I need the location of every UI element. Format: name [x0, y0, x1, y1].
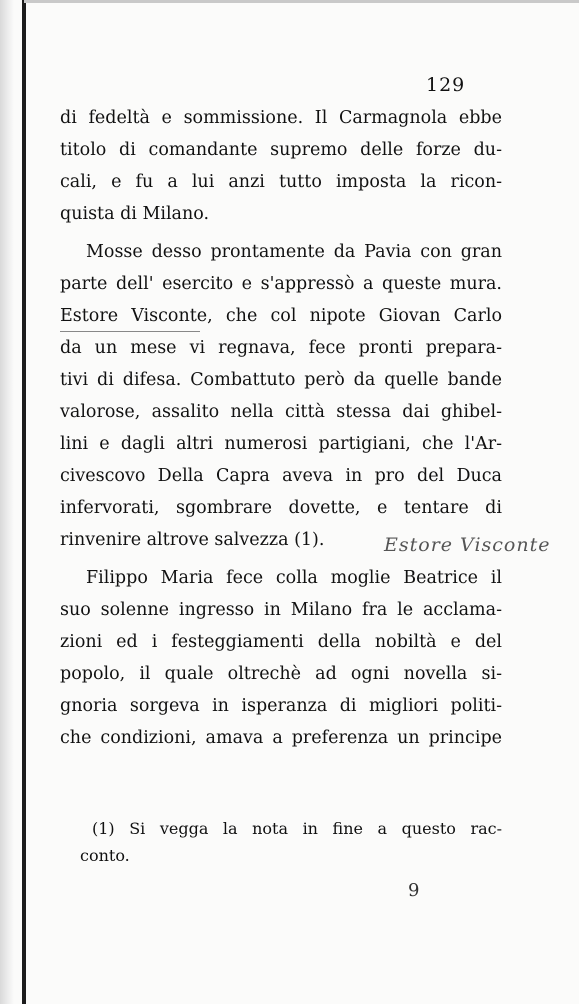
text-line: lini e dagli altri numerosi partigiani, che l'Ar-	[60, 434, 502, 454]
footnote	[80, 815, 502, 869]
text-line: titolo di comandante supremo delle forze du-	[60, 140, 502, 160]
text-line: di fedeltà e sommissione. Il Carmagnola ebbe	[60, 108, 502, 128]
text-line: da un mese vi regnava, fece pronti prepara-	[60, 338, 502, 358]
text-line: civescovo Della Capra aveva in pro del Duca	[60, 466, 502, 486]
text-line: cali, e fu a lui anzi tutto imposta la ricon-	[60, 172, 502, 192]
top-edge-line	[24, 0, 579, 3]
text-line: rinvenire altrove salvezza (1).	[60, 530, 325, 550]
text-line: valorose, assalito nella città stessa dai ghibel-	[60, 402, 502, 422]
body-text	[60, 102, 502, 760]
text-line: Estore Visconte, che col nipote Giovan Carlo	[60, 306, 502, 326]
text-line: infervorati, sgombrare dovette, e tentare di	[60, 498, 502, 518]
text-line: Mosse desso prontamente da Pavia con gran	[86, 242, 502, 262]
page-number: 129	[426, 74, 466, 96]
text-line: Filippo Maria fece colla moglie Beatrice il	[86, 568, 502, 588]
text-line: parte dell' esercito e s'appressò a queste mura.	[60, 274, 502, 294]
paragraph-3	[60, 562, 502, 754]
page-left-edge	[0, 0, 14, 1004]
text-line: zioni ed i festeggiamenti della nobiltà e del	[60, 632, 502, 652]
text-line: suo solenne ingresso in Milano fra le acclama-	[60, 600, 502, 620]
handwritten-marginal-note: Estore Visconte	[384, 534, 551, 556]
signature-mark: 9	[408, 880, 420, 901]
text-line: che condizioni, amava a preferenza un principe	[60, 728, 502, 748]
gutter-line	[22, 0, 26, 1004]
text-line: gnoria sorgeva in isperanza di migliori politi-	[60, 696, 502, 716]
text-line: tivi di difesa. Combattuto però da quelle bande	[60, 370, 502, 390]
text-line: quista di Milano.	[60, 204, 210, 224]
pencil-underline	[60, 331, 200, 332]
text-line: popolo, il quale oltrechè ad ogni novella si-	[60, 664, 502, 684]
footnote-line: (1) Si vegga la nota in fine a questo rac-	[92, 819, 502, 838]
paragraph-2	[60, 236, 502, 556]
footnote-line: conto.	[80, 846, 130, 865]
paragraph-1	[60, 102, 502, 230]
